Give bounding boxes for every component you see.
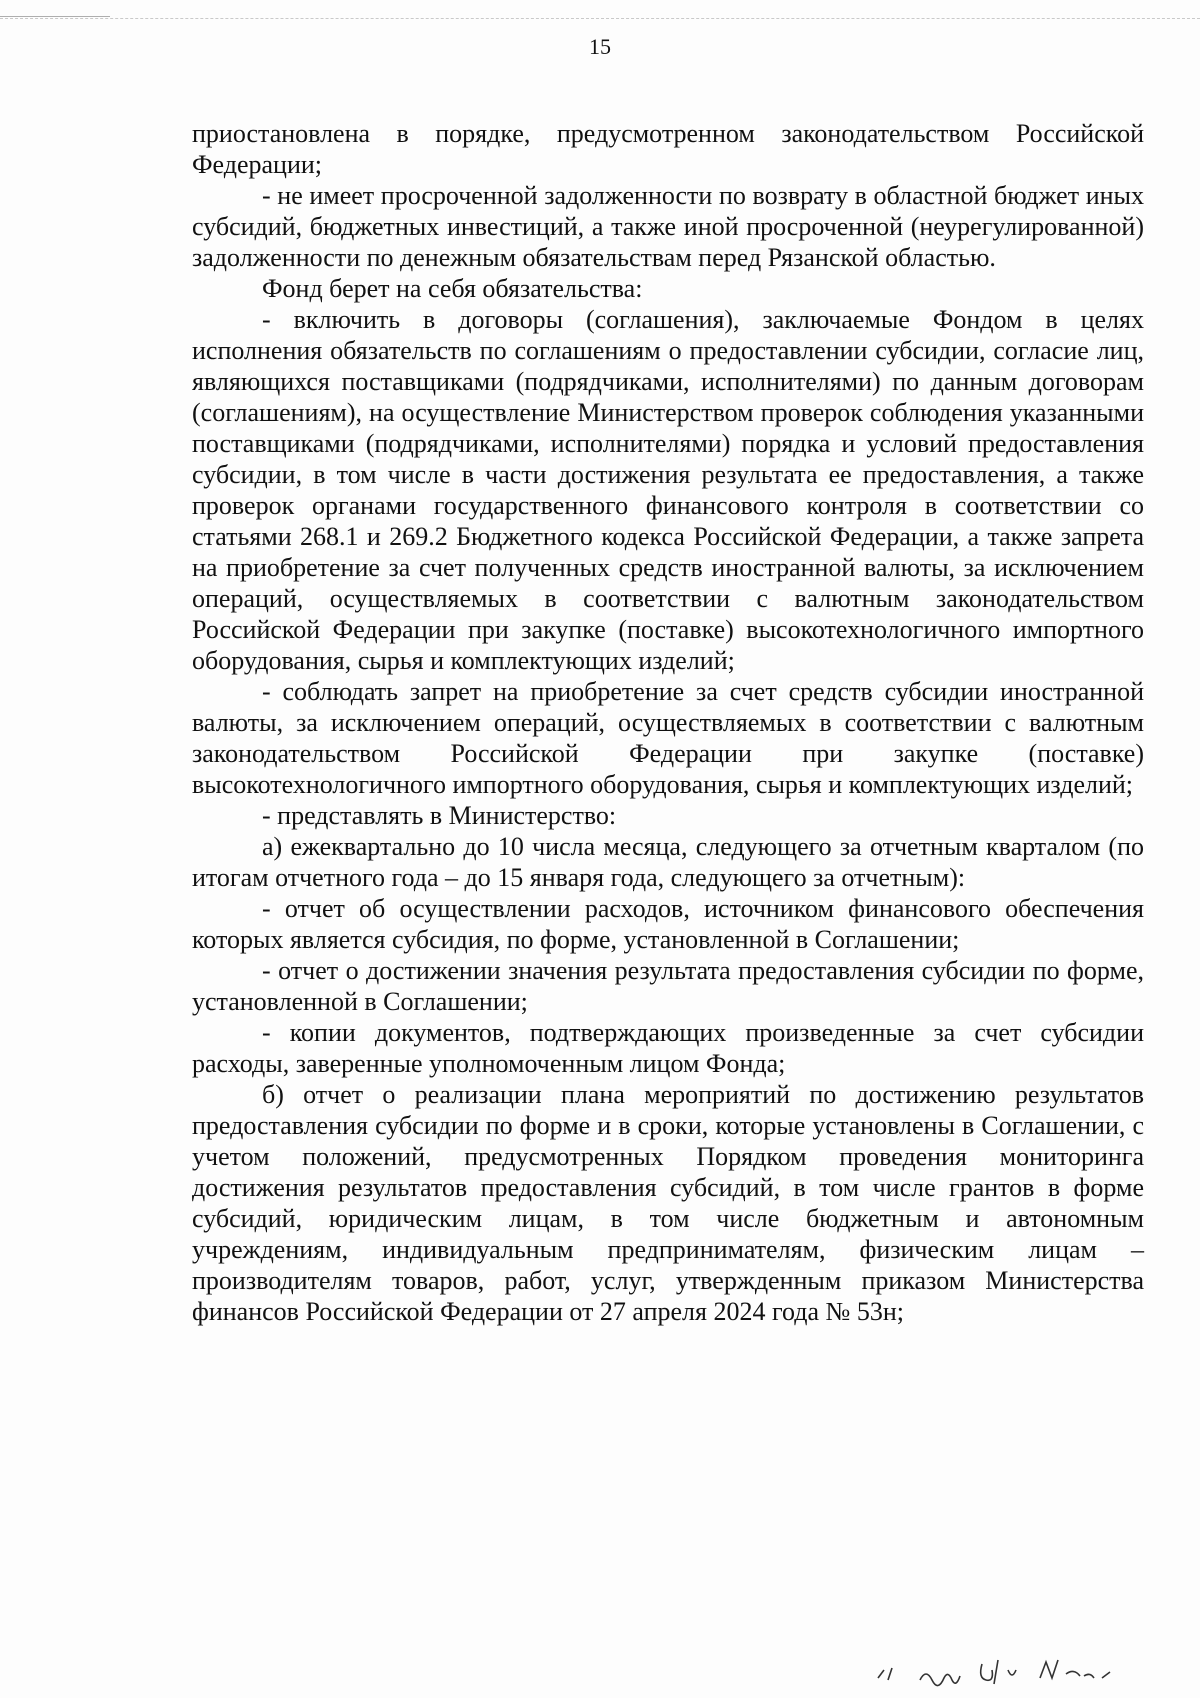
paragraph-quarterly: а) ежеквартально до 10 числа месяца, следующего за отчетным кварталом (по итогам отчетного года – до 15 января года, следующего за отчетным): bbox=[192, 832, 1144, 892]
paragraph-continuation: приостановлена в порядке, предусмотренном законодательством Российской Федерации; bbox=[192, 119, 1144, 179]
handwritten-initials bbox=[870, 1650, 1130, 1690]
paragraph-document-copies: - копии документов, подтверждающих произведенные за счет субсидии расходы, заверенные уполномоченным лицом Фонда; bbox=[192, 1018, 1144, 1078]
paragraph-include-contracts: - включить в договоры (соглашения), заключаемые Фондом в целях исполнения обязательств по соглашениям о предоставлении субсидии, согласие лиц, являющихся поставщиками (подрядчиками, исполнителями) по данным договорам (соглашениям), на осуществление Министерством проверок соблюдения указанными поставщиками (подрядчиками, исполнителями) порядка и условий предоставления субсидии, в том числе в части достижения результата ее предоставления, а также проверок органами государственного финансового контроля в соответствии со статьями 268.1 и 269.2 Бюджетного кодекса Российской Федерации, а также запрета на приобретение за счет полученных средств иностранной валюты, за исключением операций, осуществляемых в соответствии с валютным законодательством Российской Федерации при закупке (поставке) высокотехнологичного импортного оборудования, сырья и комплектующих изделий; bbox=[192, 305, 1144, 675]
paragraph-obligations-heading: Фонд берет на себя обязательства: bbox=[262, 274, 643, 303]
page-number: 15 bbox=[589, 34, 611, 59]
paragraph-submit-to-ministry: - представлять в Министерство: bbox=[262, 801, 617, 830]
paragraph-result-report: - отчет о достижении значения результата предоставления субсидии по форме, установленной в Соглашении; bbox=[192, 956, 1144, 1016]
document-body bbox=[192, 118, 1144, 1327]
paragraph-no-debt: - не имеет просроченной задолженности по возврату в областной бюджет иных субсидий, бюджетных инвестиций, а также иной просроченной (неурегулированной) задолженности по денежным обязательствам перед Рязанской областью. bbox=[192, 181, 1144, 272]
paragraph-plan-report: б) отчет о реализации плана мероприятий по достижению результатов предоставления субсидии по форме и в сроки, которые установлены в Соглашении, с учетом положений, предусмотренных Порядком проведения мониторинга достижения результатов предоставления субсидий, в том числе грантов в форме субсидий, юридическим лицам, в том числе бюджетным и автономным учреждениям, индивидуальным предпринимателям, физическим лицам – производителям товаров, работ, услуг, утвержденным приказом Министерства финансов Российской Федерации от 27 апреля 2024 года № 53н; bbox=[192, 1080, 1144, 1326]
paragraph-currency-ban: - соблюдать запрет на приобретение за счет средств субсидии иностранной валюты, за исключением операций, осуществляемых в соответствии с валютным законодательством Российской Федерации при закупке (поставке) высокотехнологичного импортного оборудования, сырья и комплектующих изделий; bbox=[192, 677, 1144, 799]
scan-dashed-line bbox=[0, 18, 1200, 20]
paragraph-expense-report: - отчет об осуществлении расходов, источником финансового обеспечения которых является субсидия, по форме, установленной в Соглашении; bbox=[192, 894, 1144, 954]
